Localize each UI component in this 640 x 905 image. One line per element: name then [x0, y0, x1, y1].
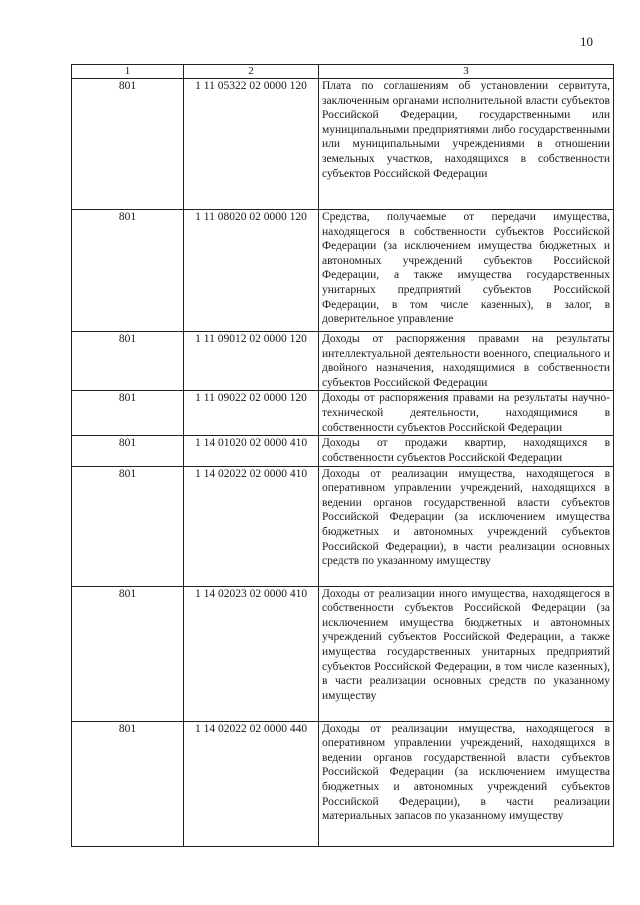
- description-cell: Доходы от продажи квартир, находящихся в собственности субъектов Российской Федерации: [319, 436, 614, 466]
- table-header-row: [72, 65, 614, 79]
- table-row: [72, 436, 614, 466]
- admin-code-cell: 801: [72, 436, 184, 466]
- admin-code-cell: 801: [72, 332, 184, 391]
- admin-code-cell: 801: [72, 210, 184, 332]
- table-row: [72, 586, 614, 721]
- admin-code-cell: 801: [72, 79, 184, 210]
- column-header-2: 2: [184, 65, 319, 79]
- revenue-code-cell: 1 14 02023 02 0000 410: [184, 586, 319, 721]
- table-row: [72, 721, 614, 846]
- page-number: 10: [580, 34, 593, 49]
- description-cell: Доходы от распоряжения правами на результаты интеллектуальной деятельности военного, специального и двойного назначения, находящимися в собственности субъектов Российской Федерации: [319, 332, 614, 391]
- revenue-code-cell: 1 11 08020 02 0000 120: [184, 210, 319, 332]
- description-cell: Плата по соглашениям об установлении сервитута, заключенным органами исполнительной власти субъектов Российской Федерации, государственными или муниципальными предприятиями либо государственными или муниципальными учреждениями в отношении земельных участков, находящихся в собственности субъектов Российской Федерации: [319, 79, 614, 210]
- revenue-code-cell: 1 14 02022 02 0000 410: [184, 466, 319, 586]
- table-row: [72, 79, 614, 210]
- revenue-code-cell: 1 11 09022 02 0000 120: [184, 391, 319, 436]
- admin-code-cell: 801: [72, 586, 184, 721]
- revenue-code-cell: 1 11 05322 02 0000 120: [184, 79, 319, 210]
- admin-code-cell: 801: [72, 391, 184, 436]
- description-cell: Доходы от реализации имущества, находящегося в оперативном управлении учреждений, находящихся в ведении органов государственной власти субъектов Российской Федерации (за исключением имущества бюджетных и автономных учреждений субъектов Российской Федерации), в части реализации основных средств по указанному имуществу: [319, 466, 614, 586]
- column-header-1: 1: [72, 65, 184, 79]
- revenue-code-cell: 1 14 01020 02 0000 410: [184, 436, 319, 466]
- description-cell: Средства, получаемые от передачи имущества, находящегося в собственности субъектов Российской Федерации (за исключением имущества бюджетных и автономных учреждений субъектов Российской Федерации, а также имущества государственных унитарных предприятий субъектов Российской Федерации, в том числе казенных), в залог, в доверительное управление: [319, 210, 614, 332]
- column-header-3: 3: [319, 65, 614, 79]
- table-row: [72, 332, 614, 391]
- description-cell: Доходы от распоряжения правами на результаты научно-технической деятельности, находящимися в собственности субъектов Российской Федерации: [319, 391, 614, 436]
- description-cell: Доходы от реализации имущества, находящегося в оперативном управлении учреждений, находящихся в ведении органов государственной власти субъектов Российской Федерации (за исключением имущества бюджетных и автономных учреждений субъектов Российской Федерации), в части реализации материальных запасов по указанному имуществу: [319, 721, 614, 846]
- description-cell: Доходы от реализации иного имущества, находящегося в собственности субъектов Российской Федерации (за исключением имущества бюджетных и автономных учреждений субъектов Российской Федерации, а также имущества государственных унитарных предприятий субъектов Российской Федерации, в том числе казенных), в части реализации основных средств по указанному имуществу: [319, 586, 614, 721]
- admin-code-cell: 801: [72, 466, 184, 586]
- table-row: [72, 391, 614, 436]
- admin-code-cell: 801: [72, 721, 184, 846]
- table-row: [72, 210, 614, 332]
- revenue-code-cell: 1 14 02022 02 0000 440: [184, 721, 319, 846]
- revenue-code-cell: 1 11 09012 02 0000 120: [184, 332, 319, 391]
- revenue-codes-table: [71, 64, 614, 847]
- table-row: [72, 466, 614, 586]
